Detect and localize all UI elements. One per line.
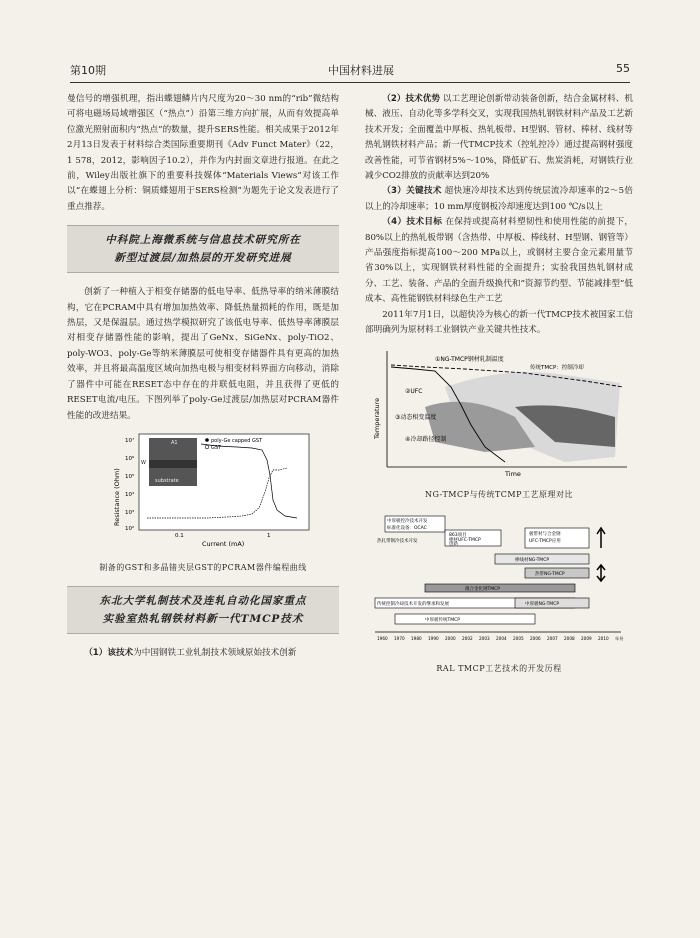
bar-microalloy <box>425 584 575 592</box>
section1-title-line1: 中科院上海微系统与信息技术研究所在 <box>105 234 301 247</box>
figure1-plot <box>67 430 339 550</box>
lbl-863: 863项目 <box>449 533 467 539</box>
right-column <box>365 92 633 684</box>
ytick-1e5: 10⁵ <box>125 473 135 480</box>
section1-title <box>67 225 339 273</box>
year-1970: 1970 <box>394 636 405 642</box>
y-axis-label: Temperature <box>373 397 381 439</box>
section2-title <box>67 586 339 634</box>
ytick-1e3: 10³ <box>125 509 135 516</box>
inset-label-substrate: substrate <box>155 477 179 484</box>
item2 <box>365 92 633 184</box>
figure2 <box>365 347 633 503</box>
year-2006: 2006 <box>530 636 541 642</box>
x-axis-label: Current (mA) <box>202 539 245 548</box>
item3 <box>365 184 633 215</box>
lbl-traditional-dev: 传统控制冷却技术开发的继承和发展 <box>377 602 449 608</box>
ytick-1e2: 10² <box>125 525 135 532</box>
item2-label: （2）技术优势 <box>382 94 441 104</box>
item1 <box>67 646 339 661</box>
year-1990: 1990 <box>428 636 439 642</box>
year-2000: 2000 <box>445 636 456 642</box>
section1-body: 创新了一种植入于相变存储器的低电导率、低热导率的纳米薄膜结构，它在PCRAM中具有增加加热效率、降低热量损耗的作用，既是加热层，又是保温层。通过热学模拟研究了该低电导率、低热导率薄膜层对相变存储器性能的影响，提出了GeNx、SiGeNx、poly-TiO2、poly-WO3、poly-Ge等纳米薄膜层可使相变存储器件具有更高的加热效率，并且将最高温度区域向加热电极与相变材料界面方向移动，消除了器件中可能在RESET态中存在的并联低电阻，并且获得了更低的RESET电流/电压。下图列举了poly-Ge过渡层/加热层对PCRAM器件性能的改进结果。 <box>67 287 339 421</box>
item3-text: 超快速冷却技术达到传统层流冷却速率的2～5倍以上的冷却速率；10 mm厚度钢板冷却速度达到100 ℃/s以上 <box>365 186 633 212</box>
lbl-hot-ng: 热带NG-TMCP <box>535 572 565 578</box>
label-ng-tmcp: ①NG-TMCP钢材轧制温度 <box>435 355 504 363</box>
lbl-plate-cooling: 中厚板控冷技术开发 <box>387 519 428 525</box>
item1-label: （1）该技术 <box>84 647 134 658</box>
figure3-caption: RAL TMCP工艺技术的开发历程 <box>436 663 562 673</box>
figure3-plot <box>365 510 633 650</box>
label-phase-temp: ③动态相变温度 <box>395 413 437 421</box>
figure3 <box>365 510 633 676</box>
year-2007: 2007 <box>547 636 558 642</box>
item1-text: 为中国钢铁工业轧制技术领域原始技术创新 <box>133 647 297 658</box>
lbl-rod-ufc: 棒材UFC-TMCP <box>449 538 481 544</box>
lbl-innovation: 创新 <box>449 542 458 548</box>
year-2010: 2010 <box>598 636 609 642</box>
item4 <box>365 215 633 307</box>
timeline-years <box>377 635 624 642</box>
item4-label: （4）技术目标 <box>382 217 443 228</box>
year-2005: 2005 <box>513 636 524 642</box>
label-traditional: 传统TMCP：控制冷却 <box>530 364 584 371</box>
ytick-1e7: 10⁷ <box>125 437 135 444</box>
section1-title-line2: 新型过渡层/加热层的开发研究进展 <box>114 252 292 265</box>
issue-number: 第10期 <box>70 64 106 77</box>
page-number: 55 <box>616 62 630 75</box>
bar-alloy-ufc <box>525 528 589 548</box>
lbl-ocac: 标准化设备：OCAC <box>387 526 427 532</box>
item4-text: 在保持或提高材料塑韧性和使用性能的前提下，80%以上的热轧板带钢（含热带、中厚板、棒线材、H型钢、钢管等）产品强度指标提高100～200 MPa以上，或钢材主要合金元素用量节省30%以上，实现钢铁材料性能的全面提升；实验我国热轧钢材成分、工艺、装备、产品的全面升级换代和“资源节约型、节能减排型”低成本、高性能钢铁材料绿色生产工艺 <box>365 217 633 305</box>
closing-paragraph: 2011年7月1日，以超快冷为核心的新一代TMCP技术被国家工信部明确列为原材料工业钢铁产业关键共性技术。 <box>365 309 633 336</box>
page-header <box>70 62 630 80</box>
bar-plate-traditional <box>395 614 535 624</box>
year-2009: 2009 <box>581 636 592 642</box>
year-2002: 2002 <box>462 636 473 642</box>
x-axis-label: Time <box>505 469 521 477</box>
journal-title: 中国材料进展 <box>328 64 394 77</box>
inset-label-w: W <box>141 459 146 466</box>
lbl-plate-traditional: 中厚板传统TMCP <box>425 618 460 624</box>
inset-label-a1: A1 <box>171 439 178 446</box>
lbl-alloy: 板带材与合金钢 <box>529 532 561 538</box>
left-column <box>67 92 339 661</box>
label-path-control: ④冷却路径控制 <box>405 435 447 443</box>
lbl-microalloy: 微合金化钢TMCP <box>465 587 500 593</box>
year-1960: 1960 <box>377 636 388 642</box>
xtick-1: 1 <box>267 532 271 539</box>
item2-text: 以工艺理论创新带动装备创新，结合金属材料、机械、液压、自动化等多学科交叉，实现我国热轧钢铁材料产品及工艺新技术开发；全面覆盖中厚板、热轧板带、H型钢、管材、棒材、线材等热轧钢铁材料产品；新一代TMCP技术（控轧控冷）通过提高钢材强度改善性能，可节省钢材5%～10%，降低矿石、焦炭消耗，对钢铁行业减少CO2排放的贡献率达到20% <box>365 94 634 182</box>
item3-label: （3）关键技术 <box>382 186 442 197</box>
year-2003: 2003 <box>479 636 490 642</box>
figure2-caption: NG-TMCP与传统TCMP工艺原理对比 <box>424 489 574 499</box>
legend-capped: poly-Ge capped GST <box>211 437 263 444</box>
figure1 <box>67 430 339 576</box>
y-axis-label: Resistance (Ohm) <box>113 468 121 526</box>
xtick-0-1: 0.1 <box>175 532 184 539</box>
legend-marker-capped <box>205 438 209 442</box>
intro-paragraph: 曼信号的增强机理，指出蝶翅鳞片内尺度为20～30 nm的“rib”微结构可将电磁场局域增强区（“热点”）沿第三维方向扩展，从而有效提高单位激光照射面积内“热点”的数量，提升SERS性能。相关成果于2012年2月13日发表于材料综合类国际重要期刊《Adv Funct Mater》（22，1 578，2012，影响因子10.2），并作为内封面文章进行报道。在此之前，Wiley出版社旗下的重要科技媒体“Materials Views”对该工作以“在蝶翅上分析：铜质蝶翅用于SERS检测”为题先于论文发表进行了重点推荐。 <box>67 94 339 212</box>
ytick-1e6: 10⁶ <box>125 455 135 462</box>
figure2-plot <box>365 347 633 477</box>
ytick-1e4: 10⁴ <box>125 491 135 498</box>
arrow-updown-icon <box>597 565 605 581</box>
year-1980: 1980 <box>411 636 422 642</box>
lbl-hot-strip: 热轧带钢冷技术开发 <box>377 539 418 545</box>
section2-title-line1: 东北大学轧制技术及连轧自动化国家重点 <box>99 594 307 607</box>
section2-title-line2: 实验室热轧钢铁材料新一代TMCP技术 <box>102 612 304 625</box>
year-unit: 年份 <box>615 636 624 642</box>
year-2008: 2008 <box>564 636 575 642</box>
inset-layer <box>149 460 197 468</box>
year-2004: 2004 <box>496 636 507 642</box>
lbl-plate-ng: 中厚板NG-TMCP <box>525 602 560 608</box>
arrow-up-icon <box>597 528 605 548</box>
y-ticks <box>125 437 135 532</box>
header-rule <box>70 82 630 83</box>
lbl-ufc-app: UFC-TMCP应用 <box>529 539 561 545</box>
label-ufc: ②UFC <box>405 387 423 395</box>
figure1-caption: 制备的GST和多晶锗夹层GST的PCRAM器件编程曲线 <box>99 563 307 573</box>
lbl-rod-ng: 棒线材NG-TMCP <box>515 558 550 564</box>
legend-gst: GST <box>211 444 222 451</box>
